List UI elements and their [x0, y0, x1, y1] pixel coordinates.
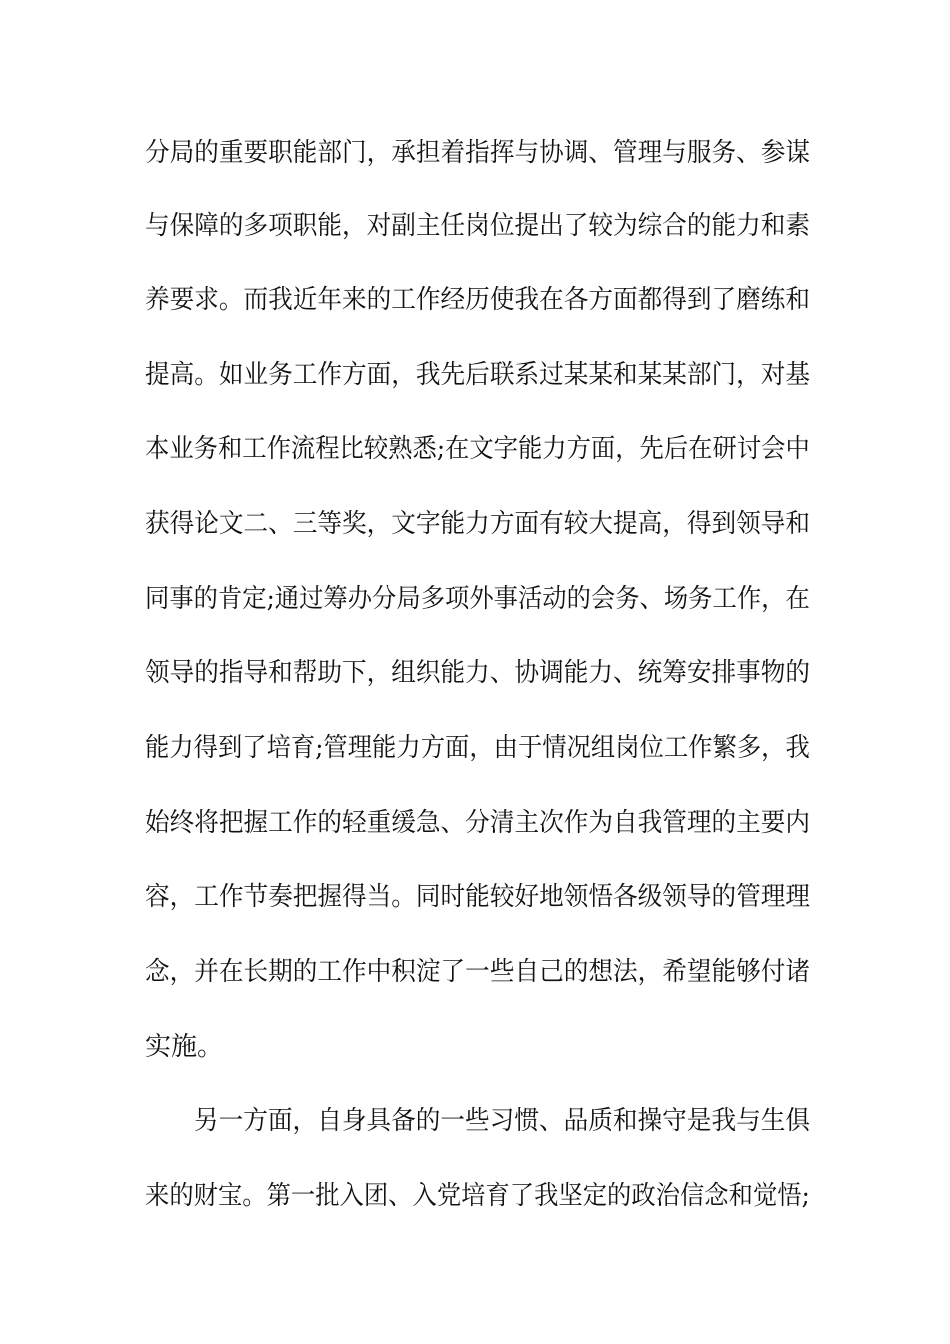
text-line: 始终将把握工作的轻重缓急、分清主次作为自我管理的主要内	[145, 808, 811, 838]
text-line: 养要求。而我近年来的工作经历使我在各方面都得到了磨练和	[145, 285, 811, 315]
text-line: 能力得到了培育;管理能力方面，由于情况组岗位工作繁多，我	[145, 733, 810, 763]
text-line: 分局的重要职能部门，承担着指挥与协调、管理与服务、参谋	[145, 138, 811, 168]
text-line: 领导的指导和帮助下，组织能力、协调能力、统筹安排事物的	[145, 658, 811, 688]
text-line: 来的财宝。第一批入团、入党培育了我坚定的政治信念和觉悟;	[145, 1181, 810, 1211]
text-line: 提高。如业务工作方面，我先后联系过某某和某某部门，对基	[145, 360, 811, 390]
text-line: 本业务和工作流程比较熟悉;在文字能力方面，先后在研讨会中	[145, 434, 810, 464]
text-line: 容，工作节奏把握得当。同时能较好地领悟各级领导的管理理	[145, 882, 811, 912]
text-line: 同事的肯定;通过筹办分局多项外事活动的会务、场务工作，在	[145, 584, 810, 614]
text-line: 实施。	[145, 1032, 224, 1062]
text-line: 与保障的多项职能，对副主任岗位提出了较为综合的能力和素	[145, 211, 811, 241]
text-line: 获得论文二、三等奖，文字能力方面有较大提高，得到领导和	[145, 509, 811, 539]
paragraph-first-line: 另一方面，自身具备的一些习惯、品质和操守是我与生俱	[194, 1106, 811, 1136]
text-line: 念，并在长期的工作中积淀了一些自己的想法，希望能够付诸	[145, 957, 811, 987]
